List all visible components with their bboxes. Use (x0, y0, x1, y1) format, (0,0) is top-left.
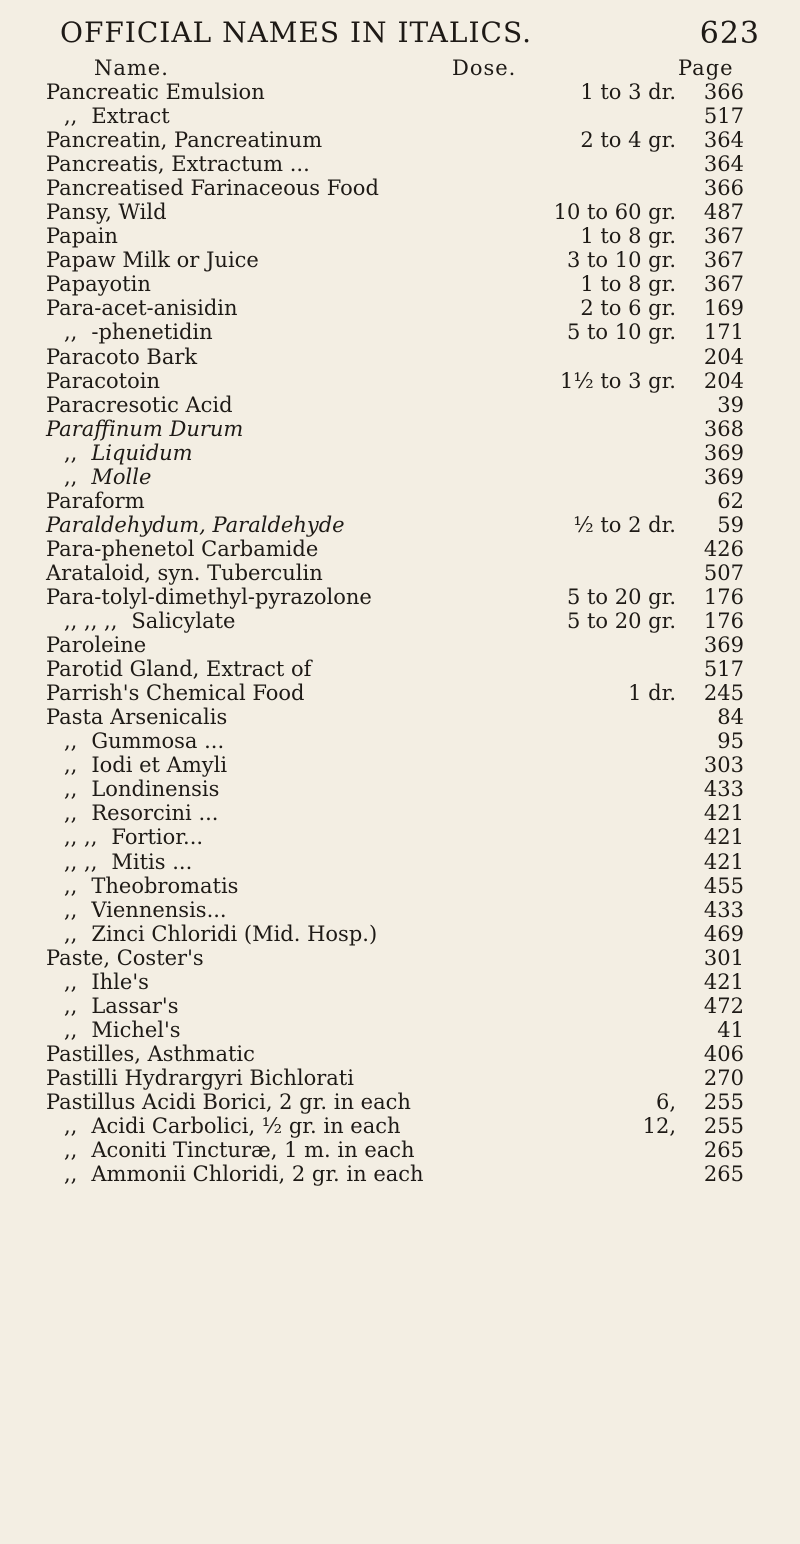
index-entry (46, 128, 766, 152)
entry-page: 301 (703, 945, 744, 970)
index-entry (46, 874, 766, 898)
entry-name (46, 465, 151, 489)
index-entry (46, 1138, 766, 1162)
entry-page: 421 (703, 969, 744, 994)
entry-name-text: Pastilli Hydrargyri Bichlorati (46, 1065, 354, 1090)
entry-page: 433 (703, 777, 744, 802)
index-entry (46, 585, 766, 609)
entry-dose: 5 to 10 gr. (566, 320, 676, 345)
index-entry (46, 657, 766, 681)
entry-page: 41 (717, 1017, 744, 1042)
entry-name-text: -phenetidin (91, 320, 213, 345)
entry-name-text: Molle (91, 464, 152, 489)
entry-name-text: Paraffinum Durum (46, 416, 244, 441)
entry-name (46, 224, 118, 248)
index-entry (46, 152, 766, 176)
entry-name (46, 152, 310, 176)
index-entry (46, 946, 766, 970)
ditto-mark: ,, ,, (64, 825, 98, 850)
entry-name (46, 609, 235, 633)
entry-name (46, 1114, 401, 1138)
entry-page: 171 (703, 320, 744, 345)
entry-name-text: Para-phenetol Carbamide (46, 536, 319, 561)
entry-page: 84 (717, 705, 744, 730)
entry-name (46, 874, 238, 898)
index-entry (46, 994, 766, 1018)
entry-name (46, 489, 145, 513)
index-entry (46, 320, 766, 344)
entry-name-text: Para-acet-anisidin (46, 296, 238, 321)
entry-name-text: Parotid Gland, Extract of (46, 657, 312, 682)
ditto-mark: ,, (64, 993, 78, 1018)
entry-page: 433 (703, 897, 744, 922)
ditto-mark: ,, (64, 729, 78, 754)
entry-name-text: Salicylate (131, 609, 236, 634)
entry-dose: 1 dr. (628, 681, 676, 706)
index-entry (46, 1066, 766, 1090)
entry-name (46, 970, 149, 994)
index-entry (46, 922, 766, 946)
entry-page: 303 (703, 753, 744, 778)
entry-page: 421 (703, 825, 744, 850)
entry-name (46, 369, 160, 393)
entry-name (46, 104, 170, 128)
entry-dose: 1 to 3 dr. (580, 80, 676, 104)
entry-name-text: Paste, Coster's (46, 945, 204, 970)
column-header-page: Page (678, 56, 734, 80)
entry-page: 204 (703, 368, 744, 393)
index-entry (46, 1162, 766, 1186)
index-entry (46, 513, 766, 537)
entry-page: 368 (703, 416, 744, 441)
entry-page: 95 (717, 729, 744, 754)
index-entry (46, 729, 766, 753)
entry-name (46, 296, 238, 320)
index-entry (46, 561, 766, 585)
entry-page: 367 (703, 272, 744, 297)
entry-page: 255 (703, 1114, 744, 1139)
index-entry (46, 753, 766, 777)
ditto-mark: ,, (64, 921, 78, 946)
entry-name-text: Pancreatin, Pancreatinum (46, 128, 323, 153)
entry-name-text: Resorcini ... (91, 801, 219, 826)
entry-page: 366 (703, 176, 744, 201)
entry-name (46, 825, 203, 849)
entry-name-text: Pasta Arsenicalis (46, 705, 228, 730)
entry-name (46, 657, 311, 681)
entry-name (46, 850, 192, 874)
entry-name (46, 272, 151, 296)
entry-dose: 2 to 6 gr. (580, 296, 676, 321)
entry-name-text: Pastilles, Asthmatic (46, 1041, 255, 1066)
entry-dose: 1½ to 3 gr. (559, 368, 676, 393)
entry-name (46, 946, 204, 970)
entry-name (46, 705, 227, 729)
ditto-mark: ,, (64, 1162, 78, 1187)
index-entry (46, 176, 766, 200)
entry-name (46, 1066, 354, 1090)
index-entry (46, 970, 766, 994)
column-header-dose: Dose. (452, 56, 517, 80)
entry-name (46, 633, 146, 657)
ditto-mark: ,, (64, 320, 78, 345)
entry-name (46, 1042, 255, 1066)
index-entry (46, 104, 766, 128)
entry-name (46, 1138, 415, 1162)
index-entry (46, 777, 766, 801)
ditto-mark: ,, (64, 1017, 78, 1042)
entry-name-text: Pastillus Acidi Borici, 2 gr. in each (46, 1089, 411, 1114)
index-entry (46, 898, 766, 922)
entry-name-text: Paracresotic Acid (46, 392, 233, 417)
entry-page: 270 (703, 1065, 744, 1090)
ditto-mark: ,, (64, 464, 78, 489)
index-entry (46, 1090, 766, 1114)
index-entry (46, 393, 766, 417)
entry-dose: ½ to 2 dr. (573, 512, 676, 537)
entry-dose: 5 to 20 gr. (566, 584, 676, 609)
entry-name (46, 922, 377, 946)
entry-dose: 3 to 10 gr. (566, 248, 676, 273)
entry-name-text: Pancreatic Emulsion (46, 80, 265, 104)
entry-name-text: Liquidum (91, 440, 193, 465)
header-title: OFFICIAL NAMES IN ITALICS. (60, 16, 533, 49)
entry-page: 245 (703, 681, 744, 706)
entry-dose: 6, (655, 1089, 676, 1114)
entry-name-text: Acidi Carbolici, ½ gr. in each (91, 1114, 401, 1139)
entry-page: 366 (703, 80, 744, 104)
entry-name (46, 1162, 424, 1186)
entry-page: 369 (703, 440, 744, 465)
index-entry (46, 850, 766, 874)
column-header-name: Name. (94, 56, 169, 80)
ditto-mark: ,, (64, 104, 78, 129)
entry-name (46, 681, 305, 705)
index-entry (46, 417, 766, 441)
index-entry (46, 345, 766, 369)
entry-page: 369 (703, 464, 744, 489)
entry-name-text: Pancreatised Farinaceous Food (46, 176, 379, 201)
entry-name (46, 994, 179, 1018)
index-entry (46, 1042, 766, 1066)
entry-name-text: Papayotin (46, 272, 151, 297)
entry-name-text: Arataloid, syn. Tuberculin (46, 560, 323, 585)
entry-page: 469 (703, 921, 744, 946)
entry-dose: 2 to 4 gr. (580, 128, 676, 153)
entry-name-text: Aconiti Tincturæ, 1 m. in each (91, 1138, 415, 1163)
entry-page: 265 (703, 1138, 744, 1163)
index-entry (46, 465, 766, 489)
entry-name (46, 80, 265, 104)
entry-page: 255 (703, 1089, 744, 1114)
entry-name (46, 1018, 181, 1042)
entry-page: 487 (703, 200, 744, 225)
entry-name (46, 777, 219, 801)
entry-dose: 1 to 8 gr. (580, 224, 676, 249)
entry-page: 265 (703, 1162, 744, 1187)
entry-name-text: Gummosa ... (91, 729, 225, 754)
index-entry (46, 705, 766, 729)
entry-page: 169 (703, 296, 744, 321)
entry-page: 59 (717, 512, 744, 537)
entry-name-text: Zinci Chloridi (Mid. Hosp.) (91, 921, 378, 946)
entry-page: 39 (717, 392, 744, 417)
entry-name (46, 537, 318, 561)
entry-name (46, 753, 227, 777)
entry-name (46, 345, 197, 369)
ditto-mark: ,, (64, 777, 78, 802)
entry-page: 455 (703, 873, 744, 898)
index-entry (46, 224, 766, 248)
entry-name-text: Parrish's Chemical Food (46, 681, 305, 706)
entry-page: 364 (703, 152, 744, 177)
entry-name (46, 513, 345, 537)
index-entry (46, 489, 766, 513)
entry-name-text: Michel's (91, 1017, 181, 1042)
index-entry (46, 633, 766, 657)
ditto-mark: ,, (64, 753, 78, 778)
entry-dose: 12, (642, 1114, 676, 1139)
entry-name (46, 441, 193, 465)
entry-name-text: Theobromatis (91, 873, 239, 898)
entry-name-text: Paraldehydum, Paraldehyde (46, 512, 345, 537)
index-entry (46, 1018, 766, 1042)
entry-name (46, 128, 322, 152)
entry-name-text: Paracoto Bark (46, 344, 198, 369)
index-entry (46, 272, 766, 296)
entry-dose: 5 to 20 gr. (566, 609, 676, 634)
index-entry (46, 609, 766, 633)
ditto-mark: ,, ,, (64, 849, 98, 874)
entry-name-text: Ihle's (91, 969, 149, 994)
entry-dose: 10 to 60 gr. (553, 200, 676, 225)
entry-name-text: Extract (91, 104, 170, 129)
entry-name (46, 561, 323, 585)
entry-name (46, 393, 233, 417)
entry-name-text: Lassar's (91, 993, 179, 1018)
index-entry (46, 369, 766, 393)
ditto-mark: ,, (64, 1138, 78, 1163)
index-entries (46, 80, 766, 1186)
entry-name (46, 200, 167, 224)
ditto-mark: ,, (64, 897, 78, 922)
ditto-mark: ,, (64, 873, 78, 898)
ditto-mark: ,, (64, 801, 78, 826)
index-entry (46, 200, 766, 224)
index-entry (46, 441, 766, 465)
entry-name (46, 801, 218, 825)
index-entry (46, 1114, 766, 1138)
entry-page: 472 (703, 993, 744, 1018)
entry-page: 367 (703, 248, 744, 273)
page-number: 623 (699, 16, 760, 51)
entry-name-text: Para-tolyl-dimethyl-pyrazolone (46, 584, 372, 609)
entry-page: 364 (703, 128, 744, 153)
index-entry (46, 681, 766, 705)
entry-name-text: Fortior... (111, 825, 204, 850)
index-entry (46, 537, 766, 561)
entry-name-text: Londinensis (91, 777, 220, 802)
entry-name (46, 585, 372, 609)
index-entry (46, 248, 766, 272)
index-entry (46, 296, 766, 320)
entry-page: 517 (703, 104, 744, 129)
entry-page: 406 (703, 1041, 744, 1066)
entry-page: 176 (703, 609, 744, 634)
entry-page: 367 (703, 224, 744, 249)
entry-name-text: Paracotoin (46, 368, 160, 393)
entry-page: 517 (703, 657, 744, 682)
index-entry (46, 80, 766, 104)
ditto-mark: ,, ,, ,, (64, 609, 118, 634)
entry-name-text: Iodi et Amyli (91, 753, 228, 778)
entry-page: 421 (703, 801, 744, 826)
entry-name (46, 320, 213, 344)
entry-name (46, 248, 259, 272)
entry-name (46, 1090, 411, 1114)
ditto-mark: ,, (64, 1114, 78, 1139)
entry-name (46, 417, 243, 441)
entry-name-text: Paraform (46, 488, 145, 513)
entry-name-text: Pancreatis, Extractum ... (46, 152, 310, 177)
ditto-mark: ,, (64, 440, 78, 465)
entry-page: 426 (703, 536, 744, 561)
entry-name (46, 729, 224, 753)
entry-page: 62 (717, 488, 744, 513)
entry-page: 176 (703, 584, 744, 609)
entry-name-text: Pansy, Wild (46, 200, 167, 225)
ditto-mark: ,, (64, 969, 78, 994)
entry-name-text: Papaw Milk or Juice (46, 248, 259, 273)
index-entry (46, 825, 766, 849)
entry-page: 421 (703, 849, 744, 874)
entry-page: 507 (703, 560, 744, 585)
entry-page: 204 (703, 344, 744, 369)
running-header (60, 16, 760, 60)
entry-name-text: Mitis ... (111, 849, 193, 874)
entry-name (46, 176, 379, 200)
entry-name-text: Ammonii Chloridi, 2 gr. in each (91, 1162, 424, 1187)
entry-name-text: Papain (46, 224, 118, 249)
entry-name-text: Viennensis... (91, 897, 227, 922)
entry-name-text: Paroleine (46, 633, 147, 658)
entry-name (46, 898, 227, 922)
index-entry (46, 801, 766, 825)
entry-dose: 1 to 8 gr. (580, 272, 676, 297)
entry-page: 369 (703, 633, 744, 658)
